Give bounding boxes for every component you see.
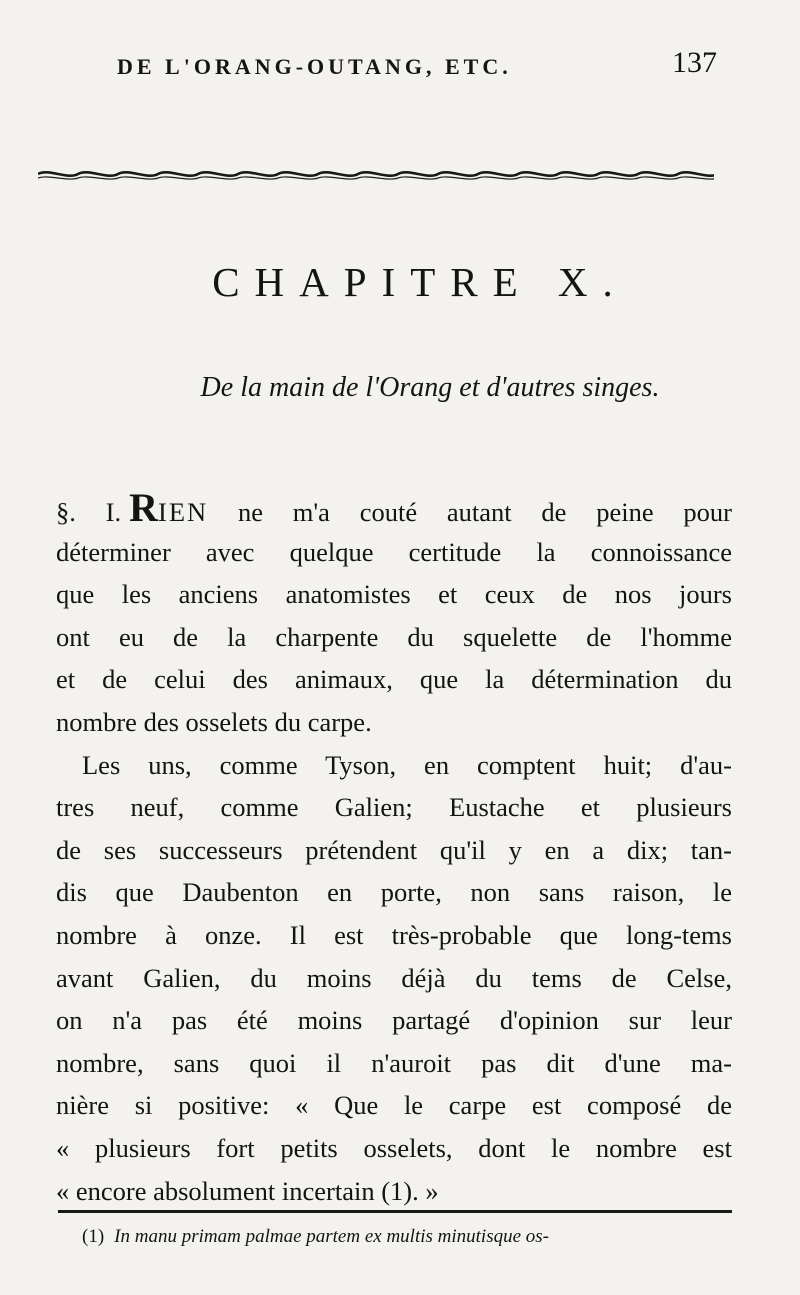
body-text <box>56 485 732 1212</box>
text-line: nière si positive: « Que le carpe est composé de <box>56 1090 732 1121</box>
page-header <box>117 46 717 86</box>
text-line: on n'a pas été moins partagé d'opinion sur leur <box>56 1005 732 1036</box>
section-mark: §. I. <box>56 497 122 527</box>
text-line <box>56 485 732 531</box>
page-number: 137 <box>672 46 717 79</box>
text-line: ont eu de la charpente du squelette de l'homme <box>56 621 732 652</box>
text-line: dis que Daubenton en porte, non sans raison, le <box>56 877 732 908</box>
running-head: DE L'ORANG-OUTANG, ETC. <box>117 54 512 79</box>
smallcaps-word: IEN <box>158 497 209 527</box>
footnote <box>82 1226 722 1248</box>
text-line: que les anciens anatomistes et ceux de nos jours <box>56 579 732 610</box>
text-line: « plusieurs fort petits osselets, dont le nombre est <box>56 1132 732 1163</box>
text-line: Les uns, comme Tyson, en comptent huit; d'au- <box>82 749 732 780</box>
line-text: ne m'a couté autant de peine pour <box>208 497 732 527</box>
chapter-title: CHAPITRE X. <box>212 259 628 305</box>
chapter-subtitle: De la main de l'Orang et d'autres singes. <box>200 372 660 403</box>
footnote-rule <box>58 1210 732 1213</box>
drop-initial: R <box>129 485 159 530</box>
text-line: nombre des osselets du carpe. <box>56 706 372 737</box>
text-line: et de celui des animaux, que la détermination du <box>56 664 732 695</box>
text-line: « encore absolument incertain (1). » <box>56 1175 439 1206</box>
text-line: tres neuf, comme Galien; Eustache et plusieurs <box>56 792 732 823</box>
footnote-label: (1) <box>82 1226 105 1247</box>
text-line: de ses successeurs prétendent qu'il y en a dix; tan- <box>56 834 732 865</box>
text-line: déterminer avec quelque certitude la connoissance <box>56 536 732 567</box>
text-line: nombre à onze. Il est très-probable que long-tems <box>56 919 732 950</box>
wavy-rule-ornament <box>38 160 714 186</box>
text-line: nombre, sans quoi il n'auroit pas dit d'une ma- <box>56 1047 732 1078</box>
footnote-text: In manu primam palmae partem ex multis minutisque os- <box>114 1226 550 1247</box>
text-line: avant Galien, du moins déjà du tems de Celse, <box>56 962 732 993</box>
